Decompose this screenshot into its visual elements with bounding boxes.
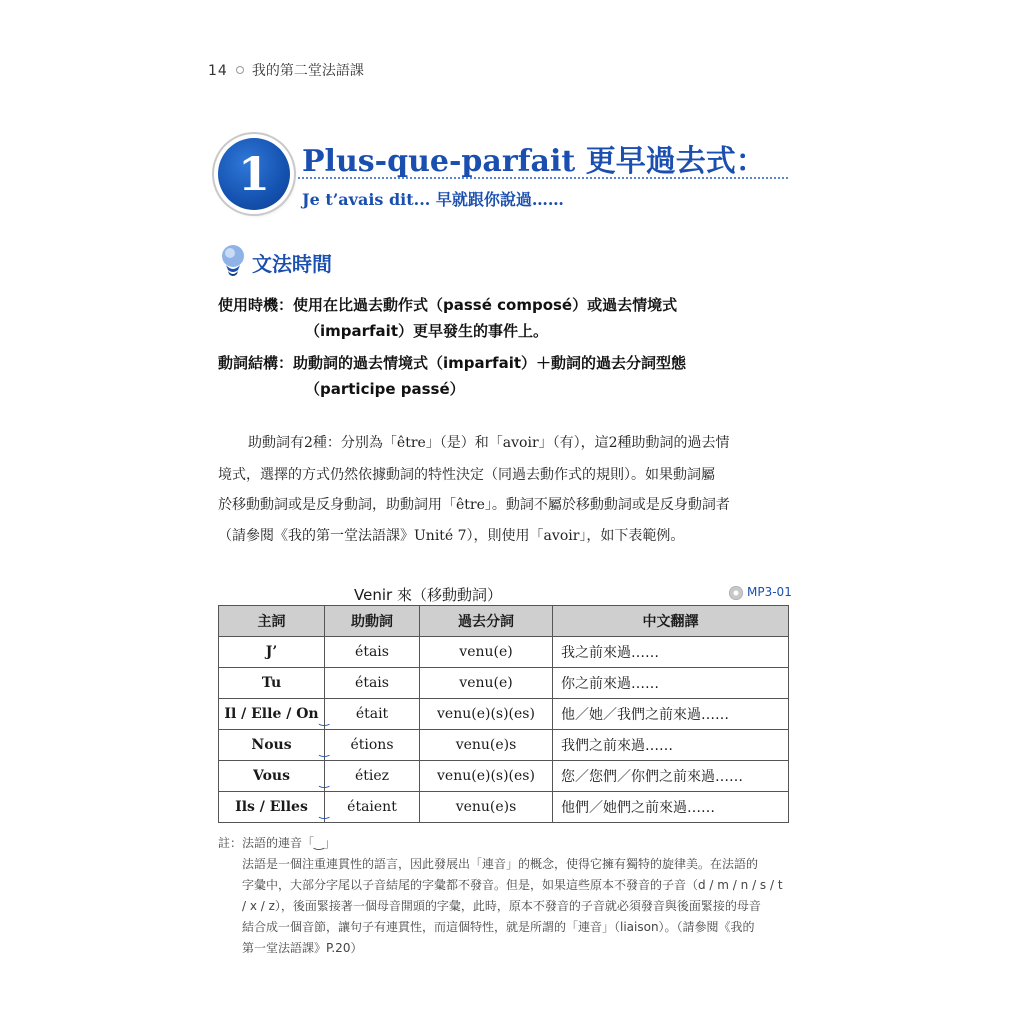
paragraph-line: 助動詞有2種：分別為「être」（是）和「avoir」（有），這2種助動詞的過去情 (248, 435, 730, 451)
past-participle-cell: venu(e) (420, 637, 553, 668)
past-participle-cell: venu(e)(s)(es) (420, 699, 553, 730)
subject-text: Il / Elle / On (224, 706, 319, 722)
translation-cell: 您／您們／你們之前來過…… (553, 761, 789, 792)
note-line: 法語是一個注重連貫性的語言，因此發展出「連音」的概念，使得它擁有獨特的旋律美。在法語的 (242, 857, 759, 871)
page-number: 14 (208, 63, 228, 79)
auxiliary-cell: étions (325, 730, 420, 761)
rule-label: 動詞結構： (218, 354, 294, 372)
translation-cell: 他們／她們之前來過…… (553, 792, 789, 823)
chapter-number: 1 (237, 147, 270, 201)
column-header: 主詞 (219, 606, 325, 637)
conjugation-table (218, 605, 789, 823)
auxiliary-cell: était (325, 699, 420, 730)
audio-track-label (729, 585, 792, 603)
book-title: 我的第二堂法語課 (251, 63, 364, 79)
column-header: 中文翻譯 (553, 606, 789, 637)
table-header-row (219, 606, 789, 637)
note-line: 第一堂法語課》P.20） (242, 941, 363, 955)
chapter-subtitle: Je t’avais dit... 早就跟你說過…… (302, 190, 564, 209)
liaison-mark-icon: ‿ (319, 743, 329, 757)
liaison-mark-icon: ‿ (319, 805, 329, 819)
subject-cell (219, 730, 329, 761)
auxiliary-cell: étais (325, 637, 420, 668)
auxiliary-cell: étaient (325, 792, 420, 823)
rule-text: （imparfait）更早發生的事件上。 (305, 322, 548, 340)
liaison-mark-icon: ‿ (319, 712, 329, 726)
auxiliary-cell: étais (325, 668, 420, 699)
chapter-number-badge (218, 138, 290, 210)
translation-cell: 他／她／我們之前來過…… (553, 699, 789, 730)
paragraph-line: 於移動動詞或是反身動詞，助動詞用「être」。動詞不屬於移動動詞或是反身動詞者 (218, 497, 730, 513)
translation-cell: 我們之前來過…… (553, 730, 789, 761)
table-row (219, 761, 789, 792)
table-caption: Venir 來（移動動詞） (354, 586, 502, 604)
note-line: 結合成一個音節，讓句子有連貫性，而這個特性，就是所謂的「連音」（liaison）。（請參閱《我的 (242, 920, 755, 934)
table-row (219, 668, 789, 699)
table-row (219, 637, 789, 668)
subject-cell (219, 637, 325, 668)
cd-icon (729, 586, 743, 600)
note-heading: 註：法語的連音「‿」 (218, 836, 336, 850)
rule-structure (218, 352, 686, 373)
liaison-mark-icon: ‿ (319, 774, 329, 788)
subject-text: Tu (261, 675, 282, 691)
paragraph-line: （請參閱《我的第一堂法語課》Unité 7），則使用「avoir」，如下表範例。 (218, 528, 685, 544)
rule-text: （participe passé） (305, 380, 465, 398)
rule-text: 助動詞的過去情境式（imparfait）＋動詞的過去分詞型態 (293, 354, 687, 372)
past-participle-cell: venu(e)s (420, 730, 553, 761)
note-line: 字彙中，大部分字尾以子音結尾的字彙都不發音。但是，如果這些原本不發音的子音（d / m / n / s / t (242, 878, 783, 892)
running-header (208, 60, 364, 80)
subject-cell (219, 699, 329, 730)
past-participle-cell: venu(e)s (420, 792, 553, 823)
subject-cell (219, 668, 325, 699)
section-title: 文法時間 (252, 252, 332, 276)
subject-text: J’ (265, 644, 278, 660)
translation-cell: 你之前來過…… (553, 668, 789, 699)
subject-cell (219, 792, 329, 823)
subject-text: Vous (253, 768, 290, 784)
past-participle-cell: venu(e)(s)(es) (420, 761, 553, 792)
chapter-dotted-divider (298, 177, 788, 179)
subject-text: Nous (251, 737, 292, 753)
paragraph-line: 境式，選擇的方式仍然依據動詞的特性決定（同過去動作式的規則）。如果動詞屬 (218, 467, 715, 483)
column-header: 過去分詞 (420, 606, 553, 637)
audio-track-number: MP3-01 (747, 585, 792, 599)
column-header: 助動詞 (325, 606, 420, 637)
chapter-title: Plus-que-parfait 更早過去式： (302, 144, 766, 179)
table-row (219, 730, 789, 761)
rule-usage (218, 294, 677, 315)
past-participle-cell: venu(e) (420, 668, 553, 699)
rule-label: 使用時機： (218, 296, 294, 314)
subject-cell (219, 761, 329, 792)
translation-cell: 我之前來過…… (553, 637, 789, 668)
table-row (219, 792, 789, 823)
auxiliary-cell: étiez (325, 761, 420, 792)
lightbulb-icon (218, 243, 248, 279)
table-row (219, 699, 789, 730)
separator-dot-icon (236, 66, 244, 74)
subject-text: Ils / Elles (235, 799, 308, 815)
note-line: / x / z），後面緊接著一個母音開頭的字彙，此時，原本不發音的子音就必須發音與後面緊接的母音 (242, 899, 761, 913)
rule-text: 使用在比過去動作式（passé composé）或過去情境式 (293, 296, 678, 314)
